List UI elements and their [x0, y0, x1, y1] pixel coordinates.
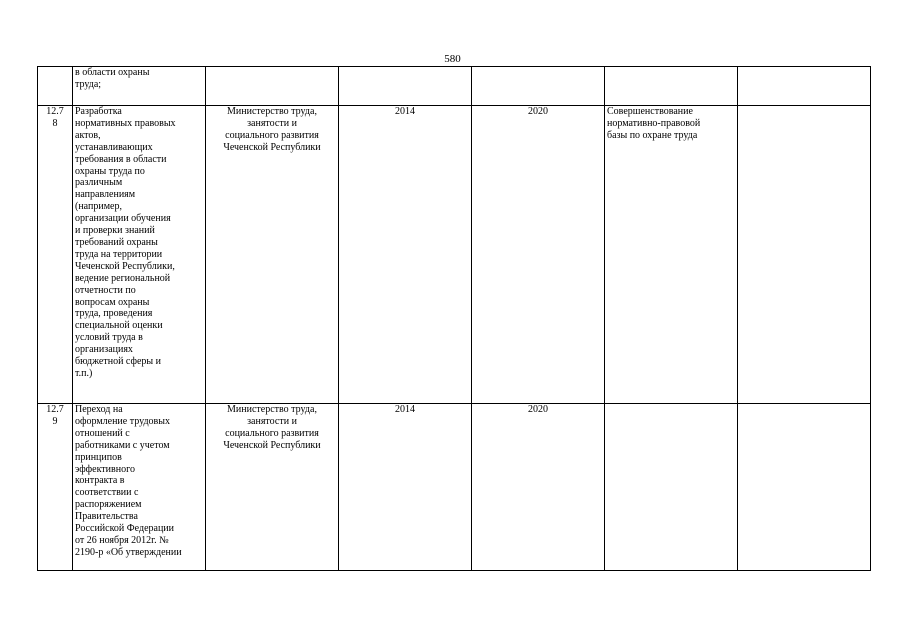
- description-cell: [73, 67, 206, 106]
- text-line: социального развития: [225, 129, 319, 141]
- end-year-cell: [472, 404, 605, 571]
- table-row: [38, 106, 871, 404]
- text-line: т.п.): [75, 367, 93, 379]
- table-body: [38, 67, 871, 571]
- start-year-cell: [339, 106, 472, 404]
- end-year: [474, 404, 602, 416]
- text-line: 2014: [395, 106, 415, 117]
- text-line: 2020: [528, 404, 548, 415]
- text-line: организациях: [75, 344, 133, 356]
- executor-text: [208, 106, 336, 154]
- text-line: 9: [52, 415, 58, 427]
- text-line: 12.7: [46, 106, 64, 117]
- text-line: устанавливающих: [75, 141, 153, 153]
- text-line: и проверки знаний: [75, 225, 155, 237]
- text-line: труда;: [75, 78, 102, 90]
- text-line: труда, проведения: [75, 308, 153, 320]
- text-line: ведение региональной: [75, 272, 171, 284]
- text-line: Чеченской Республики: [223, 439, 321, 451]
- text-line: различным: [75, 177, 123, 189]
- row-number-cell: [38, 67, 73, 106]
- start-year-cell: [339, 404, 472, 571]
- text-line: эффективного: [75, 463, 135, 475]
- text-line: 2190-р «Об утверждении: [75, 546, 182, 558]
- result-cell: [605, 404, 738, 571]
- text-line: Министерство труда,: [227, 106, 317, 117]
- text-line: занятости и: [247, 415, 297, 427]
- measures-table: [37, 66, 871, 571]
- end-year-cell: [472, 106, 605, 404]
- result-text: [607, 106, 735, 142]
- start-year: [341, 106, 469, 118]
- text-line: нормативных правовых: [75, 117, 176, 129]
- text-line: принципов: [75, 451, 122, 463]
- text-line: от 26 ноября 2012г. №: [75, 534, 169, 546]
- text-line: контракта в: [75, 475, 125, 487]
- row-number-cell: [38, 404, 73, 571]
- description-cell: [73, 106, 206, 404]
- extra-cell: [738, 106, 871, 404]
- executor-cell: [206, 404, 339, 571]
- start-year: [341, 404, 469, 416]
- text-line: 2020: [528, 106, 548, 117]
- text-line: отношений с: [75, 427, 130, 439]
- text-line: социального развития: [225, 427, 319, 439]
- text-line: труда на территории: [75, 248, 163, 260]
- description-cell: [73, 404, 206, 571]
- extra-cell: [738, 67, 871, 106]
- description-text: [75, 404, 203, 559]
- text-line: 8: [52, 117, 58, 129]
- text-line: 2014: [395, 404, 415, 415]
- extra-cell: [738, 404, 871, 571]
- text-line: Чеченской Республики,: [75, 260, 175, 272]
- executor-cell: [206, 106, 339, 404]
- end-year-cell: [472, 67, 605, 106]
- result-cell: [605, 67, 738, 106]
- text-line: Разработка: [75, 106, 122, 117]
- executor-cell: [206, 67, 339, 106]
- description-text: [75, 106, 203, 380]
- text-line: бюджетной сферы и: [75, 356, 161, 368]
- page-number: 580: [444, 53, 461, 65]
- text-line: распоряжением: [75, 499, 142, 511]
- text-line: актов,: [75, 129, 101, 141]
- text-line: вопросам охраны: [75, 296, 150, 308]
- text-line: (например,: [75, 201, 122, 213]
- text-line: в области охраны: [75, 67, 150, 78]
- text-line: оформление трудовых: [75, 415, 170, 427]
- description-text: [75, 67, 203, 91]
- row-number: [40, 404, 70, 428]
- executor-text: [208, 404, 336, 452]
- table-row: [38, 404, 871, 571]
- text-line: требования в области: [75, 153, 167, 165]
- text-line: Переход на: [75, 404, 123, 415]
- text-line: Правительства: [75, 511, 138, 523]
- text-line: направлениям: [75, 189, 136, 201]
- text-line: 12.7: [46, 404, 64, 415]
- text-line: специальной оценки: [75, 320, 163, 332]
- text-line: организации обучения: [75, 213, 171, 225]
- text-line: Чеченской Республики: [223, 141, 321, 153]
- text-line: условий труда в: [75, 332, 143, 344]
- row-number-cell: [38, 106, 73, 404]
- table-row: [38, 67, 871, 106]
- row-number: [40, 106, 70, 130]
- start-year-cell: [339, 67, 472, 106]
- text-line: соответствии с: [75, 487, 139, 499]
- text-line: Совершенствование: [607, 106, 693, 117]
- text-line: требований охраны: [75, 236, 158, 248]
- text-line: занятости и: [247, 117, 297, 129]
- end-year: [474, 106, 602, 118]
- text-line: нормативно-правовой: [607, 117, 701, 129]
- text-line: работниками с учетом: [75, 439, 170, 451]
- result-cell: [605, 106, 738, 404]
- text-line: отчетности по: [75, 284, 136, 296]
- text-line: Министерство труда,: [227, 404, 317, 415]
- text-line: базы по охране труда: [607, 129, 698, 141]
- text-line: охраны труда по: [75, 165, 145, 177]
- text-line: Российской Федерации: [75, 523, 175, 535]
